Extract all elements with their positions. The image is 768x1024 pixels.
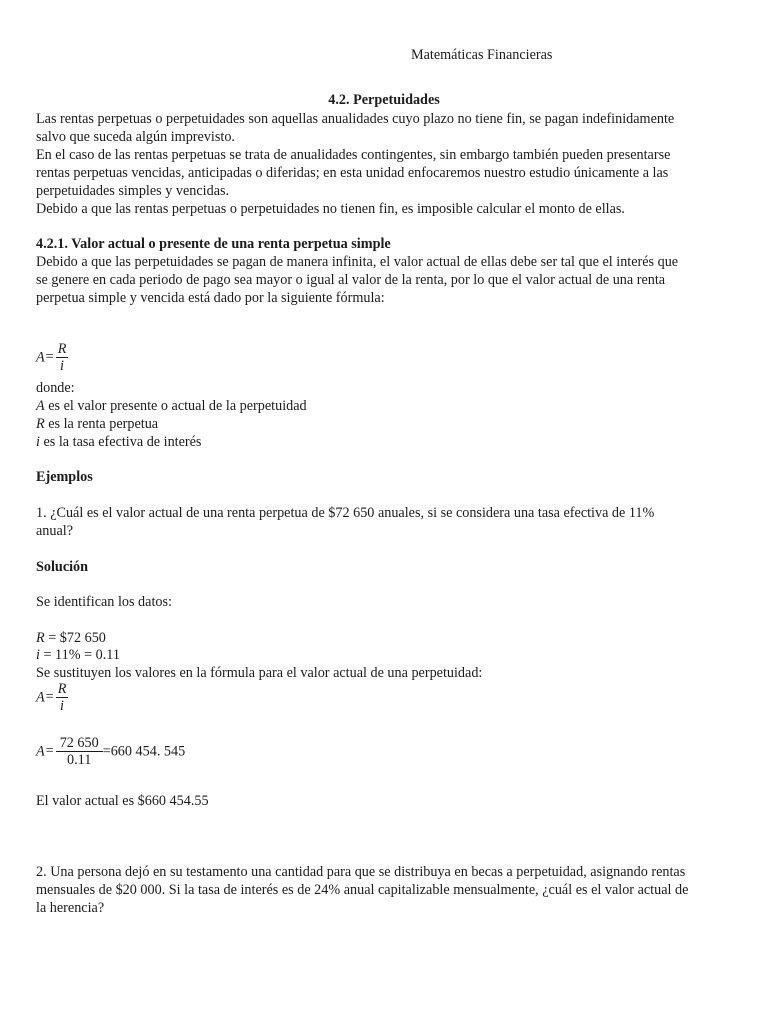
paragraph-line: rentas perpetuas vencidas, anticipadas o diferidas; en esta unidad enfocaremos nuestro estudio únicamente a las	[36, 165, 669, 181]
example-1-question: 1. ¿Cuál es el valor actual de una renta perpetua de $72 650 anuales, si se considera una tasa efectiva de 11%	[36, 505, 655, 521]
substitute-line: Se sustituyen los valores en la fórmula para el valor actual de una perpetuidad:	[36, 665, 483, 681]
paragraph-line: perpetua simple y vencida está dado por la siguiente fórmula:	[36, 290, 385, 306]
identify-line: Se identifican los datos:	[36, 594, 172, 610]
example-2-question: 2. Una persona dejó en su testamento una cantidad para que se distribuya en becas a perpetuidad, asignando rentas	[36, 864, 686, 880]
page-header: Matemáticas Financieras	[411, 47, 553, 63]
examples-title: Ejemplos	[36, 469, 93, 485]
paragraph-line: perpetuidades simples y vencidas.	[36, 183, 230, 199]
paragraph-line: Debido a que las perpetuidades se pagan de manera infinita, el valor actual de ellas debe ser tal que el interés que	[36, 254, 679, 270]
fraction: $\frac{72 650}{0.11}$	[56, 736, 103, 768]
data-line: i = 11% = 0.11	[36, 647, 120, 663]
example-2-question: la herencia?	[36, 900, 105, 916]
example-1-answer: El valor actual es $660 454.55	[36, 793, 209, 809]
paragraph-line: Debido a que las rentas perpetuas o perpetuidades no tienen fin, es imposible calcular el monto de ellas.	[36, 201, 625, 217]
data-line: R = $72 650	[36, 630, 106, 646]
definition-line: R es la renta perpetua	[36, 416, 159, 432]
example-calculation: A= $\frac{72 650}{0.11}$ =660 454. 545	[36, 735, 186, 768]
paragraph-line: En el caso de las rentas perpetuas se trata de anualidades contingentes, sin embargo también pueden presentarse	[36, 147, 671, 163]
paragraph-line: Las rentas perpetuas o perpetuidades son aquellas anualidades cuyo plazo no tiene fin, se pagan indefinidamente	[36, 111, 675, 127]
fraction: $\frac{R}{i}$	[57, 681, 67, 714]
perpetuity-formula: A= $\frac{R}{i}$	[36, 341, 67, 374]
example-1-question: anual?	[36, 523, 74, 539]
definition-line: A es el valor presente o actual de la perpetuidad	[36, 398, 307, 414]
paragraph-line: salvo que suceda algún imprevisto.	[36, 129, 235, 145]
donde-label: donde:	[36, 380, 75, 396]
paragraph-line: se genere en cada periodo de pago sea mayor o igual al valor de la renta, por lo que el valor actual de una renta	[36, 272, 666, 288]
definition-line: i es la tasa efectiva de interés	[36, 434, 202, 450]
fraction: $\frac{R}{i}$	[57, 341, 67, 374]
subsection-title: 4.2.1. Valor actual o presente de una renta perpetua simple	[36, 236, 391, 252]
example-2-question: mensuales de $20 000. Si la tasa de interés es de 24% anual capitalizable mensualmente, ¿cuál es el valor actual de	[36, 882, 689, 898]
example-formula: A= $\frac{R}{i}$	[36, 681, 67, 714]
solution-title: Solución	[36, 559, 89, 575]
section-title: 4.2. Perpetuidades	[328, 92, 440, 108]
